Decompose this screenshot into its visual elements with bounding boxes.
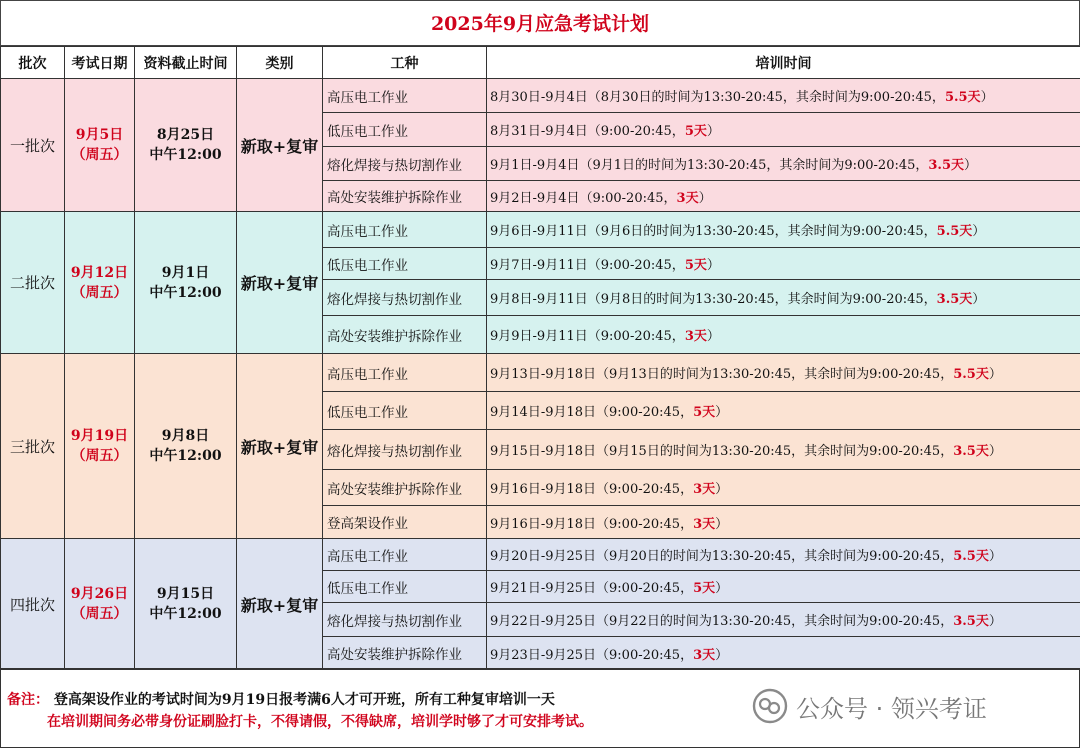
trade-name: 高压电工作业: [323, 539, 487, 571]
trade-name: 高处安装维护拆除作业: [323, 181, 487, 212]
table-row: [1, 79, 1080, 113]
training-period: 9月20日-9月25日（9月20日的时间为13:30-20:45，其余时间为9:00-20:45，: [490, 549, 954, 564]
deadline-time: 中午12:00: [149, 284, 222, 301]
deadline-date: 9月8日: [161, 428, 210, 444]
training-days: 3.5天: [953, 614, 989, 629]
exam-date-weekday: （周五）: [71, 606, 128, 622]
exam-date-day: 9月12日: [70, 264, 129, 281]
training-period: 9月14日-9月18日（9:00-20:45，: [490, 405, 694, 420]
training-time: [487, 354, 1080, 392]
training-close: ）: [988, 367, 1002, 382]
trade-name: 低压电工作业: [323, 113, 487, 147]
header-deadline: 资料截止时间: [135, 47, 237, 79]
category: 新取+复审: [237, 79, 323, 212]
training-period: 9月15日-9月18日（9月15日的时间为13:30-20:45，其余时间为9:00-20:45，: [490, 444, 954, 459]
training-period: 9月23日-9月25日（9:00-20:45，: [490, 647, 694, 663]
training-close: ）: [972, 224, 986, 239]
batch-name: 三批次: [1, 354, 65, 539]
trade-name: 低压电工作业: [323, 571, 487, 603]
category: 新取+复审: [237, 354, 323, 539]
training-days: 5.5天: [953, 367, 989, 382]
training-time: [487, 113, 1080, 147]
batch-name: 一批次: [1, 79, 65, 212]
training-days: 5.5天: [944, 90, 981, 105]
trade-name: 高处安装维护拆除作业: [323, 637, 487, 670]
training-period: 9月16日-9月18日（9:00-20:45，: [490, 516, 694, 532]
training-close: ）: [988, 549, 1002, 564]
training-days: 5.5天: [953, 549, 989, 564]
training-time: [487, 603, 1080, 637]
trade-name: 低压电工作业: [323, 248, 487, 280]
training-period: 9月16日-9月18日（9:00-20:45，: [490, 482, 694, 497]
header-row: [1, 47, 1080, 79]
trade-name: 高压电工作业: [323, 212, 487, 248]
training-close: ）: [980, 90, 994, 105]
training-close: ）: [715, 581, 729, 596]
exam-date-weekday: （周五）: [71, 147, 128, 163]
deadline-time: 中午12:00: [149, 147, 222, 163]
training-close: ）: [988, 614, 1002, 629]
exam-date: [65, 79, 135, 212]
training-close: ）: [706, 329, 720, 344]
training-close: ）: [715, 516, 729, 532]
training-time: [487, 248, 1080, 280]
training-close: ）: [988, 444, 1002, 459]
header-category: 类别: [237, 47, 323, 79]
training-time: [487, 79, 1080, 113]
trade-name: 熔化焊接与热切割作业: [323, 430, 487, 470]
header-trade: 工种: [323, 47, 487, 79]
exam-date-weekday: （周五）: [71, 448, 128, 464]
table-row: [1, 212, 1080, 248]
training-days: 3天: [693, 516, 716, 532]
training-close: ）: [964, 158, 978, 173]
note-text-1: 登高架设作业的考试时间为9月19日报考满6人才可开班，所有工种复审培训一天: [53, 692, 555, 708]
category: 新取+复审: [237, 539, 323, 670]
deadline-date: 9月1日: [161, 264, 210, 281]
exam-date: [65, 354, 135, 539]
training-close: ）: [715, 405, 729, 420]
training-time: [487, 181, 1080, 212]
trade-name: 高处安装维护拆除作业: [323, 470, 487, 506]
deadline-date: 9月15日: [156, 586, 215, 602]
trade-name: 熔化焊接与热切割作业: [323, 147, 487, 181]
training-days: 5天: [693, 405, 716, 420]
deadline-time: 中午12:00: [149, 448, 222, 464]
training-days: 5天: [693, 581, 716, 596]
training-close: ）: [972, 292, 986, 307]
training-time: [487, 212, 1080, 248]
deadline: [135, 212, 237, 354]
training-close: ）: [698, 190, 712, 206]
note-label: 备注：: [7, 692, 49, 708]
header-training-time: 培训时间: [487, 47, 1080, 79]
batch-name: 二批次: [1, 212, 65, 354]
training-days: 5天: [684, 258, 707, 273]
trade-name: 熔化焊接与热切割作业: [323, 280, 487, 316]
header-exam-date: 考试日期: [65, 47, 135, 79]
exam-date: [65, 539, 135, 670]
training-period: 9月6日-9月11日（9月6日的时间为13:30-20:45，其余时间为9:00-20:45，: [490, 224, 937, 239]
training-time: [487, 316, 1080, 354]
training-time: [487, 147, 1080, 181]
trade-name: 高压电工作业: [323, 79, 487, 113]
training-time: [487, 506, 1080, 539]
training-days: 3天: [693, 482, 716, 497]
deadline-date: 8月25日: [156, 127, 215, 143]
training-close: ）: [715, 647, 729, 663]
training-days: 3.5天: [953, 444, 989, 459]
training-period: 9月9日-9月11日（9:00-20:45，: [490, 329, 685, 344]
exam-date: [65, 212, 135, 354]
trade-name: 高处安装维护拆除作业: [323, 316, 487, 354]
exam-date-weekday: （周五）: [71, 284, 128, 301]
batch-name: 四批次: [1, 539, 65, 670]
training-period: 9月7日-9月11日（9:00-20:45，: [490, 258, 685, 273]
page-title: 2025年9月应急考试计划: [0, 0, 1080, 46]
training-time: [487, 280, 1080, 316]
note-line-2: 在培训期间务必带身份证刷脸打卡，不得请假，不得缺席，培训学时够了才可安排考试。: [47, 714, 593, 730]
exam-plan-table: [0, 46, 1080, 670]
category: 新取+复审: [237, 212, 323, 354]
training-time: [487, 637, 1080, 670]
trade-name: 熔化焊接与热切割作业: [323, 603, 487, 637]
training-close: ）: [706, 258, 720, 273]
training-days: 5天: [684, 124, 707, 139]
training-close: ）: [715, 482, 729, 497]
exam-date-day: 9月26日: [70, 586, 129, 602]
training-close: ）: [706, 124, 720, 139]
exam-date-day: 9月5日: [75, 127, 124, 143]
table-body: [1, 79, 1080, 670]
training-days: 3天: [684, 329, 707, 344]
training-days: 3天: [693, 647, 716, 663]
training-time: [487, 470, 1080, 506]
deadline: [135, 539, 237, 670]
training-time: [487, 539, 1080, 571]
exam-date-day: 9月19日: [70, 428, 129, 444]
training-period: 8月31日-9月4日（9:00-20:45，: [490, 124, 685, 139]
training-time: [487, 430, 1080, 470]
training-period: 9月21日-9月25日（9:00-20:45，: [490, 581, 694, 596]
training-period: 8月30日-9月4日（8月30日的时间为13:30-20:45，其余时间为9:00-20:45，: [490, 90, 945, 105]
training-days: 3天: [676, 190, 699, 206]
training-period: 9月2日-9月4日（9:00-20:45，: [490, 190, 677, 206]
deadline-time: 中午12:00: [149, 606, 222, 622]
training-period: 9月8日-9月11日（9月8日的时间为13:30-20:45，其余时间为9:00-20:45，: [490, 292, 937, 307]
trade-name: 低压电工作业: [323, 392, 487, 430]
training-period: 9月13日-9月18日（9月13日的时间为13:30-20:45，其余时间为9:00-20:45，: [490, 367, 954, 382]
note-line-1: [7, 689, 555, 709]
watermark-text: 公众号 · 领兴考证: [796, 694, 987, 723]
deadline: [135, 354, 237, 539]
training-days: 5.5天: [936, 224, 973, 239]
training-time: [487, 571, 1080, 603]
table-row: [1, 354, 1080, 392]
deadline: [135, 79, 237, 212]
training-days: 3.5天: [928, 158, 965, 173]
trade-name: 高压电工作业: [323, 354, 487, 392]
trade-name: 登高架设作业: [323, 506, 487, 539]
header-batch: 批次: [1, 47, 65, 79]
training-period: 9月22日-9月25日（9月22日的时间为13:30-20:45，其余时间为9:00-20:45，: [490, 614, 954, 629]
training-period: 9月1日-9月4日（9月1日的时间为13:30-20:45，其余时间为9:00-20:45，: [490, 158, 929, 173]
training-time: [487, 392, 1080, 430]
table-row: [1, 539, 1080, 571]
wechat-official-account-icon: [752, 688, 788, 724]
training-days: 3.5天: [936, 292, 973, 307]
watermark: [752, 686, 987, 726]
